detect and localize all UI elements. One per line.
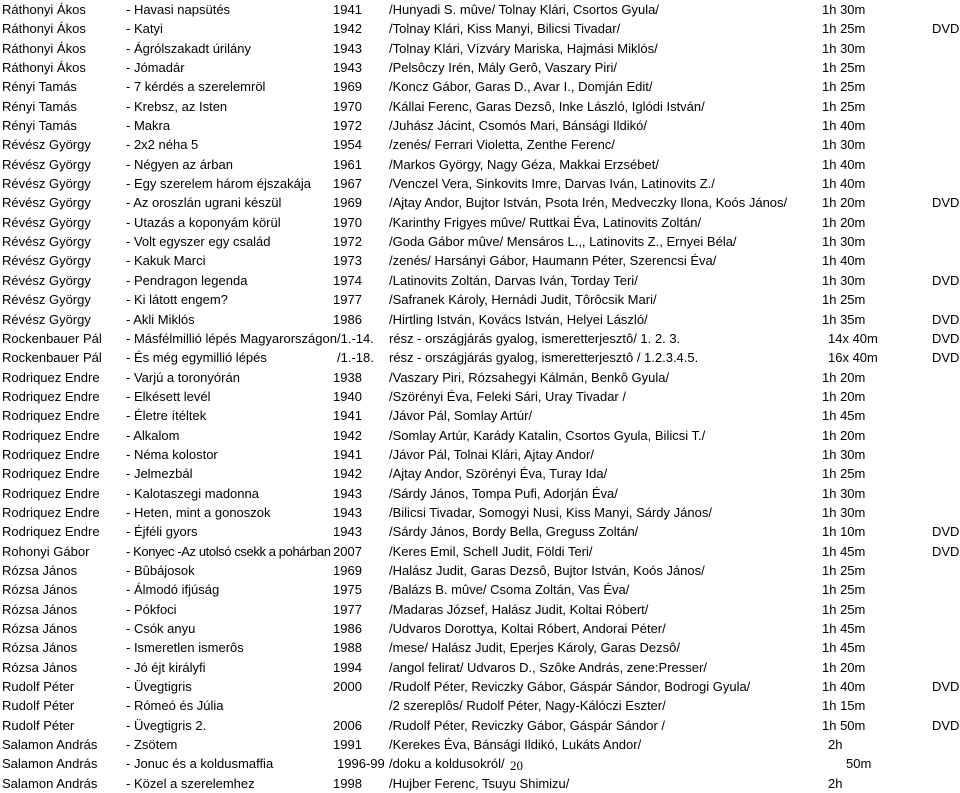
title-cell: - Egy szerelem három éjszakája bbox=[126, 176, 311, 192]
duration-cell: 1h 25m bbox=[822, 98, 866, 114]
year-cell: 1991 bbox=[333, 737, 362, 753]
duration-cell: 1h 20m bbox=[822, 427, 866, 443]
list-item bbox=[0, 542, 960, 561]
list-item bbox=[0, 464, 960, 483]
year-cell: 1996-99 bbox=[337, 756, 385, 772]
director-cell: Salamon András bbox=[2, 775, 98, 791]
year-cell: 1942 bbox=[333, 466, 362, 482]
cast-cell: /angol felirat/ Udvaros D., Szôke András, zene:Presser/ bbox=[389, 659, 707, 675]
duration-cell: 1h 40m bbox=[822, 253, 866, 269]
duration-cell: 1h 25m bbox=[822, 60, 866, 76]
year-cell: 1941 bbox=[333, 2, 362, 17]
year-cell: 1941 bbox=[333, 446, 362, 462]
cast-cell: /Sárdy János, Bordy Bella, Greguss Zoltán/ bbox=[389, 524, 639, 540]
list-item bbox=[0, 251, 960, 270]
title-cell: - Kakuk Marci bbox=[126, 253, 206, 269]
cast-cell: /Latinovits Zoltán, Darvas Iván, Torday Teri/ bbox=[389, 272, 638, 288]
director-cell: Révész György bbox=[2, 311, 91, 327]
director-cell: Révész György bbox=[2, 253, 91, 269]
cast-cell: /Keres Emil, Schell Judit, Földi Teri/ bbox=[389, 543, 593, 559]
cast-cell: /Somlay Artúr, Karády Katalin, Csortos Gyula, Bilicsi T./ bbox=[389, 427, 706, 443]
duration-cell: 1h 30m bbox=[822, 272, 866, 288]
cast-cell: /Hujber Ferenc, Tsuyu Shimizu/ bbox=[389, 775, 570, 791]
list-item bbox=[0, 696, 960, 715]
title-cell: - Üvegtigris bbox=[126, 679, 192, 695]
title-cell: - Krebsz, az Isten bbox=[126, 98, 228, 114]
director-cell: Rózsa János bbox=[2, 582, 78, 598]
year-cell: 1986 bbox=[333, 621, 362, 636]
duration-cell: 1h 40m bbox=[822, 156, 866, 172]
title-cell: - Alkalom bbox=[126, 427, 180, 443]
director-cell: Rényi Tamás bbox=[2, 118, 77, 134]
cast-cell: rész - országjárás gyalog, ismeretterjesztô/ 1. 2. 3. bbox=[389, 330, 681, 346]
title-cell: - Makra bbox=[126, 118, 171, 134]
title-cell: - Havasi napsütés bbox=[126, 2, 231, 17]
duration-cell: 1h 25m bbox=[822, 79, 866, 95]
list-item bbox=[0, 213, 960, 232]
director-cell: Rockenbauer Pál bbox=[2, 350, 102, 366]
year-cell: 1941 bbox=[333, 408, 362, 424]
duration-cell: 1h 45m bbox=[822, 408, 866, 424]
list-item bbox=[0, 77, 960, 96]
list-item bbox=[0, 735, 960, 754]
title-cell: - Ismeretlen ismerôs bbox=[126, 640, 244, 656]
list-item bbox=[0, 677, 960, 696]
cast-cell: /Tolnay Klári, Kiss Manyi, Bilicsi Tivadar/ bbox=[389, 21, 621, 37]
director-cell: Salamon András bbox=[2, 756, 98, 772]
year-cell: 1943 bbox=[333, 504, 362, 520]
cast-cell: /Ajtay Andor, Szörényi Éva, Turay Ida/ bbox=[389, 466, 608, 482]
cast-cell: /Bilicsi Tivadar, Somogyi Nusi, Kiss Manyi, Sárdy János/ bbox=[389, 504, 712, 520]
duration-cell: 1h 20m bbox=[822, 369, 866, 385]
director-cell: Salamon András bbox=[2, 737, 98, 753]
title-cell: - Volt egyszer egy család bbox=[126, 234, 271, 250]
director-cell: Rózsa János bbox=[2, 621, 78, 636]
cast-cell: /Kállai Ferenc, Garas Dezsô, Inke László, Iglódi István/ bbox=[389, 98, 705, 114]
director-cell: Rudolf Péter bbox=[2, 698, 75, 714]
director-cell: Révész György bbox=[2, 214, 91, 230]
duration-cell: 2h bbox=[828, 775, 843, 791]
director-cell: Rodriquez Endre bbox=[2, 504, 100, 520]
director-cell: Rodriquez Endre bbox=[2, 485, 100, 501]
duration-cell: 1h 30m bbox=[822, 137, 866, 153]
list-item bbox=[0, 58, 960, 77]
duration-cell: 1h 45m bbox=[822, 543, 866, 559]
list-item bbox=[0, 39, 960, 58]
list-item bbox=[0, 116, 960, 135]
title-cell: - Ágrólszakadt úrilány bbox=[126, 40, 251, 56]
director-cell: Révész György bbox=[2, 234, 91, 250]
cast-cell: /mese/ Halász Judit, Eperjes Károly, Garas Dezsô/ bbox=[389, 640, 680, 656]
year-cell: 1977 bbox=[333, 601, 362, 617]
year-cell: 1940 bbox=[333, 388, 362, 404]
list-item bbox=[0, 0, 960, 19]
dvd-cell: DVD bbox=[932, 330, 960, 346]
year-cell: 1969 bbox=[333, 562, 362, 578]
title-cell: - Álmodó ifjúság bbox=[126, 582, 220, 598]
director-cell: Ráthonyi Ákos bbox=[2, 60, 86, 76]
list-item bbox=[0, 329, 960, 348]
cast-cell: /zenés/ Harsányi Gábor, Haumann Péter, Szerencsi Éva/ bbox=[389, 253, 717, 269]
list-item bbox=[0, 406, 960, 425]
duration-cell: 1h 50m bbox=[822, 717, 866, 733]
list-item bbox=[0, 445, 960, 464]
list-item bbox=[0, 290, 960, 309]
duration-cell: 1h 30m bbox=[822, 2, 866, 17]
list-item bbox=[0, 754, 960, 773]
title-cell: - Ki látott engem? bbox=[126, 292, 228, 308]
director-cell: Rodriquez Endre bbox=[2, 466, 100, 482]
year-cell: 1943 bbox=[333, 60, 362, 76]
cast-cell: /Tolnay Klári, Vízváry Mariska, Hajmási Miklós/ bbox=[389, 40, 658, 56]
list-item bbox=[0, 426, 960, 445]
director-cell: Révész György bbox=[2, 137, 91, 153]
list-item bbox=[0, 348, 960, 367]
year-cell: 1943 bbox=[333, 485, 362, 501]
director-cell: Ráthonyi Ákos bbox=[2, 40, 86, 56]
year-cell: 1998 bbox=[333, 775, 362, 791]
director-cell: Rózsa János bbox=[2, 659, 78, 675]
duration-cell: 1h 25m bbox=[822, 466, 866, 482]
year-cell: 1974 bbox=[333, 272, 362, 288]
cast-cell: /Sárdy János, Tompa Pufi, Adorján Éva/ bbox=[389, 485, 618, 501]
title-cell: - Jómadár bbox=[126, 60, 185, 76]
title-cell: - Konyec -Az utolsó csekk a pohárban bbox=[126, 543, 331, 559]
year-cell: 1942 bbox=[333, 427, 362, 443]
cast-cell: /Ajtay Andor, Bujtor István, Psota Irén, Medveczky Ilona, Koós János/ bbox=[389, 195, 788, 211]
title-cell: - Másfélmillió lépés Magyarországon bbox=[126, 330, 337, 346]
cast-cell: /Szörényi Éva, Feleki Sári, Uray Tivadar / bbox=[389, 388, 626, 404]
duration-cell: 1h 20m bbox=[822, 659, 866, 675]
duration-cell: 1h 30m bbox=[822, 234, 866, 250]
year-cell: 1973 bbox=[333, 253, 362, 269]
duration-cell: 1h 40m bbox=[822, 679, 866, 695]
director-cell: Révész György bbox=[2, 195, 91, 211]
cast-cell: /Karinthy Frigyes mûve/ Ruttkai Éva, Latinovits Zoltán/ bbox=[389, 214, 702, 230]
dvd-cell: DVD bbox=[932, 524, 960, 540]
director-cell: Rudolf Péter bbox=[2, 717, 75, 733]
year-cell: 1988 bbox=[333, 640, 362, 656]
cast-cell: /Jávor Pál, Somlay Artúr/ bbox=[389, 408, 533, 424]
title-cell: - Bûbájosok bbox=[126, 562, 195, 578]
dvd-cell: DVD bbox=[932, 350, 960, 366]
director-cell: Révész György bbox=[2, 176, 91, 192]
list-item bbox=[0, 97, 960, 116]
director-cell: Rodriquez Endre bbox=[2, 369, 100, 385]
list-item bbox=[0, 232, 960, 251]
director-cell: Rényi Tamás bbox=[2, 98, 77, 114]
title-cell: - Életre ítéltek bbox=[126, 408, 207, 424]
title-cell: - Rómeó és Júlia bbox=[126, 698, 224, 714]
list-item bbox=[0, 522, 960, 541]
duration-cell: 14x 40m bbox=[828, 330, 878, 346]
title-cell: - És még egymillió lépés bbox=[126, 350, 267, 366]
year-cell: 2007 bbox=[333, 543, 362, 559]
duration-cell: 1h 30m bbox=[822, 40, 866, 56]
director-cell: Rózsa János bbox=[2, 601, 78, 617]
dvd-cell: DVD bbox=[932, 311, 960, 327]
title-cell: - Elkésett levél bbox=[126, 388, 211, 404]
year-cell: 1970 bbox=[333, 214, 362, 230]
title-cell: - 7 kérdés a szerelemröl bbox=[126, 79, 266, 95]
title-cell: - Jó éjt királyfi bbox=[126, 659, 206, 675]
cast-cell: /Rudolf Péter, Reviczky Gábor, Gáspár Sándor / bbox=[389, 717, 666, 733]
list-item bbox=[0, 619, 960, 638]
page-number: 20 bbox=[510, 758, 523, 773]
director-cell: Ráthonyi Ákos bbox=[2, 2, 86, 17]
title-cell: - Csók anyu bbox=[126, 621, 196, 636]
duration-cell: 1h 30m bbox=[822, 504, 866, 520]
year-cell: 1975 bbox=[333, 582, 362, 598]
cast-cell: /Madaras József, Halász Judit, Koltai Róbert/ bbox=[389, 601, 649, 617]
director-cell: Révész György bbox=[2, 156, 91, 172]
year-cell: 1972 bbox=[333, 234, 362, 250]
title-cell: - Néma kolostor bbox=[126, 446, 218, 462]
list-item bbox=[0, 368, 960, 387]
director-cell: Rockenbauer Pál bbox=[2, 330, 102, 346]
title-cell: - 2x2 néha 5 bbox=[126, 137, 199, 153]
title-cell: - Közel a szerelemhez bbox=[126, 775, 255, 791]
year-cell: 1972 bbox=[333, 118, 362, 134]
year-cell: 1977 bbox=[333, 292, 362, 308]
dvd-cell: DVD bbox=[932, 272, 960, 288]
cast-cell: /Juhász Jácint, Csomós Mari, Bánsági Ildikó/ bbox=[389, 118, 647, 134]
title-cell: - Üvegtigris 2. bbox=[126, 717, 207, 733]
title-cell: - Kalotaszegi madonna bbox=[126, 485, 259, 501]
director-cell: Rodriquez Endre bbox=[2, 427, 100, 443]
title-cell: - Varjú a toronyórán bbox=[126, 369, 240, 385]
title-cell: - Zsötem bbox=[126, 737, 178, 753]
director-cell: Rohonyi Gábor bbox=[2, 543, 90, 559]
cast-cell: /Kerekes Éva, Bánsági Ildikó, Lukáts Andor/ bbox=[389, 737, 642, 753]
cast-cell: /2 szereplôs/ Rudolf Péter, Nagy-Kálóczi Eszter/ bbox=[389, 698, 666, 714]
director-cell: Rózsa János bbox=[2, 562, 78, 578]
duration-cell: 1h 20m bbox=[822, 214, 866, 230]
duration-cell: 1h 40m bbox=[822, 176, 866, 192]
year-cell: 1994 bbox=[333, 659, 362, 675]
director-cell: Ráthonyi Ákos bbox=[2, 21, 86, 37]
duration-cell: 1h 25m bbox=[822, 21, 866, 37]
director-cell: Rodriquez Endre bbox=[2, 388, 100, 404]
list-item bbox=[0, 503, 960, 522]
director-cell: Rodriquez Endre bbox=[2, 524, 100, 540]
list-item bbox=[0, 484, 960, 503]
duration-cell: 1h 10m bbox=[822, 524, 866, 540]
dvd-cell: DVD bbox=[932, 679, 960, 695]
cast-cell: /zenés/ Ferrari Violetta, Zenthe Ferenc/ bbox=[389, 137, 615, 153]
year-cell: 1967 bbox=[333, 176, 362, 192]
duration-cell: 1h 25m bbox=[822, 601, 866, 617]
cast-cell: /Venczel Vera, Sinkovits Imre, Darvas Iván, Latinovits Z./ bbox=[389, 176, 715, 192]
year-cell: 1970 bbox=[333, 98, 362, 114]
title-cell: - Az oroszlán ugrani készül bbox=[126, 195, 282, 211]
cast-cell: /Markos György, Nagy Géza, Makkai Erzsébet/ bbox=[389, 156, 659, 172]
duration-cell: 1h 25m bbox=[822, 292, 866, 308]
year-cell: 2006 bbox=[333, 717, 362, 733]
director-cell: Rényi Tamás bbox=[2, 79, 77, 95]
director-cell: Rodriquez Endre bbox=[2, 446, 100, 462]
list-item bbox=[0, 658, 960, 677]
list-item bbox=[0, 600, 960, 619]
duration-cell: 16x 40m bbox=[828, 350, 878, 366]
list-item bbox=[0, 561, 960, 580]
title-cell: - Pendragon legenda bbox=[126, 272, 248, 288]
duration-cell: 1h 35m bbox=[822, 311, 866, 327]
duration-cell: 1h 25m bbox=[822, 582, 866, 598]
cast-cell: /Rudolf Péter, Reviczky Gábor, Gáspár Sándor, Bodrogi Gyula/ bbox=[389, 679, 751, 695]
list-item bbox=[0, 271, 960, 290]
list-item bbox=[0, 580, 960, 599]
cast-cell: /Halász Judit, Garas Dezsô, Bujtor István, Koós János/ bbox=[389, 562, 705, 578]
cast-cell: /Vaszary Piri, Rózsahegyi Kálmán, Benkô Gyula/ bbox=[389, 369, 670, 385]
list-item bbox=[0, 135, 960, 154]
duration-cell: 1h 45m bbox=[822, 621, 866, 636]
list-item bbox=[0, 638, 960, 657]
director-cell: Rózsa János bbox=[2, 640, 78, 656]
year-cell: /1.-18. bbox=[337, 350, 374, 366]
cast-cell: /Koncz Gábor, Garas D., Avar I., Domján Edit/ bbox=[389, 79, 653, 95]
director-cell: Rodriquez Endre bbox=[2, 408, 100, 424]
title-cell: - Jelmezbál bbox=[126, 466, 193, 482]
year-cell: /1.-14. bbox=[337, 330, 374, 346]
list-item bbox=[0, 716, 960, 735]
duration-cell: 2h bbox=[828, 737, 843, 753]
year-cell: 1986 bbox=[333, 311, 362, 327]
duration-cell: 1h 30m bbox=[822, 485, 866, 501]
cast-cell: /Balázs B. mûve/ Csoma Zoltán, Vas Éva/ bbox=[389, 582, 630, 598]
duration-cell: 1h 15m bbox=[822, 698, 866, 714]
director-cell: Révész György bbox=[2, 292, 91, 308]
duration-cell: 1h 25m bbox=[822, 562, 866, 578]
cast-cell: /Hirtling István, Kovács István, Helyei László/ bbox=[389, 311, 648, 327]
title-cell: - Jonuc és a koldusmaffia bbox=[126, 756, 274, 772]
title-cell: - Heten, mint a gonoszok bbox=[126, 504, 271, 520]
duration-cell: 1h 20m bbox=[822, 388, 866, 404]
dvd-cell: DVD bbox=[932, 543, 960, 559]
dvd-cell: DVD bbox=[932, 717, 960, 733]
year-cell: 1938 bbox=[333, 369, 362, 385]
cast-cell: /Jávor Pál, Tolnai Klári, Ajtay Andor/ bbox=[389, 446, 594, 462]
year-cell: 1969 bbox=[333, 79, 362, 95]
duration-cell: 50m bbox=[846, 756, 872, 772]
cast-cell: /Hunyadi S. mûve/ Tolnay Klári, Csortos Gyula/ bbox=[389, 2, 659, 17]
cast-cell: rész - országjárás gyalog, ismeretterjesztô / 1.2.3.4.5. bbox=[389, 350, 699, 366]
list-item bbox=[0, 310, 960, 329]
cast-cell: /doku a koldusokról/ bbox=[389, 756, 505, 772]
title-cell: - Utazás a koponyám körül bbox=[126, 214, 281, 230]
director-cell: Révész György bbox=[2, 272, 91, 288]
cast-cell: /Safranek Károly, Hernádi Judit, Tôrôcsik Mari/ bbox=[389, 292, 657, 308]
year-cell: 1969 bbox=[333, 195, 362, 211]
title-cell: - Éjféli gyors bbox=[126, 524, 198, 540]
year-cell: 1961 bbox=[333, 156, 362, 172]
list-item bbox=[0, 155, 960, 174]
year-cell: 1942 bbox=[333, 21, 362, 37]
cast-cell: /Udvaros Dorottya, Koltai Róbert, Andorai Péter/ bbox=[389, 621, 666, 636]
year-cell: 1943 bbox=[333, 40, 362, 56]
year-cell: 1954 bbox=[333, 137, 362, 153]
duration-cell: 1h 45m bbox=[822, 640, 866, 656]
title-cell: - Akli Miklós bbox=[126, 311, 195, 327]
list-item bbox=[0, 174, 960, 193]
dvd-cell: DVD bbox=[932, 195, 960, 211]
list-item bbox=[0, 19, 960, 38]
year-cell: 1943 bbox=[333, 524, 362, 540]
list-item bbox=[0, 387, 960, 406]
duration-cell: 1h 30m bbox=[822, 446, 866, 462]
list-item bbox=[0, 774, 960, 793]
cast-cell: /Pelsôczy Irén, Mály Gerô, Vaszary Piri/ bbox=[389, 60, 618, 76]
title-cell: - Négyen az árban bbox=[126, 156, 233, 172]
cast-cell: /Goda Gábor mûve/ Mensáros L.,, Latinovits Z., Ernyei Béla/ bbox=[389, 234, 737, 250]
title-cell: - Katyi bbox=[126, 21, 163, 37]
dvd-cell: DVD bbox=[932, 21, 960, 37]
title-cell: - Pókfoci bbox=[126, 601, 177, 617]
year-cell: 2000 bbox=[333, 679, 362, 695]
duration-cell: 1h 40m bbox=[822, 118, 866, 134]
list-item bbox=[0, 193, 960, 212]
director-cell: Rudolf Péter bbox=[2, 679, 75, 695]
duration-cell: 1h 20m bbox=[822, 195, 866, 211]
